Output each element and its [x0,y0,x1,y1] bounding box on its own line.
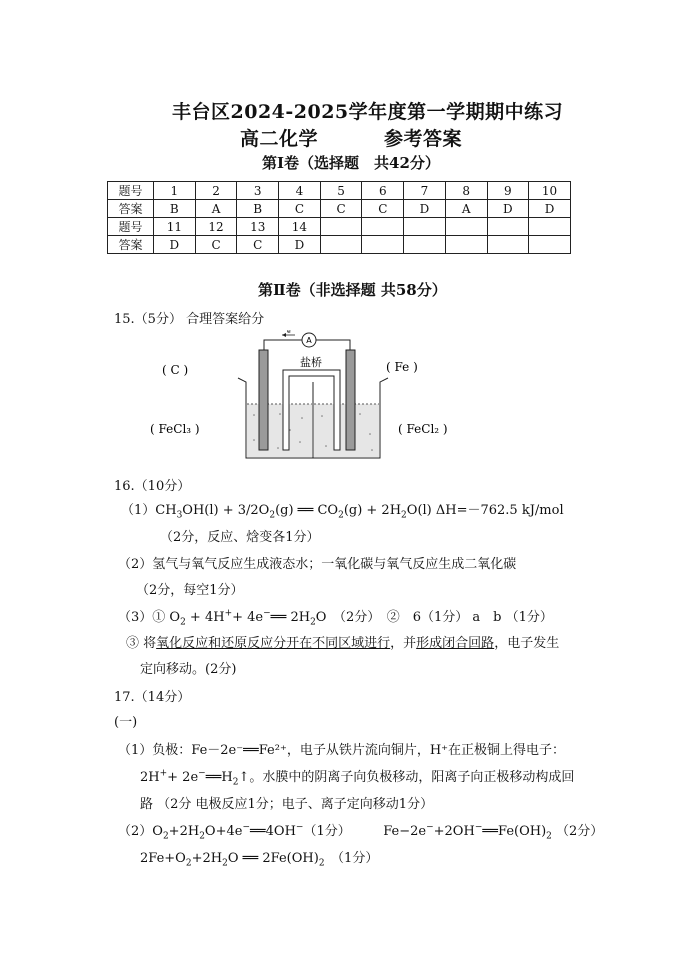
q17-header: 17.（14分） [114,690,191,705]
table-cell [487,236,529,254]
row-label: 题号 [108,182,154,200]
table-cell [529,236,571,254]
answer-table [107,181,571,254]
salt-bridge-label: 盐桥 [300,356,322,369]
table-cell: B [237,200,279,218]
table-cell: D [279,236,321,254]
galvanic-cell-diagram [150,330,470,470]
q16-p3-line3: 定向移动。(2分) [140,662,237,677]
table-row [108,200,571,218]
table-cell: A [195,200,237,218]
row-label: 答案 [108,236,154,254]
table-cell: C [279,200,321,218]
right-electrode-label: ( Fe ) [386,360,418,374]
doc-subtitle-key: 参考答案 [384,128,463,150]
table-cell [320,236,362,254]
table-cell [362,218,404,236]
q16-p2-score: （2分，每空1分） [136,583,244,598]
q15-header: 15.（5分） 合理答案给分 [114,312,265,327]
table-cell: C [237,236,279,254]
table-cell: 2 [195,182,237,200]
table-cell: 6 [362,182,404,200]
right-electrode-icon [346,350,355,450]
table-cell: 1 [154,182,196,200]
table-cell: 13 [237,218,279,236]
q17-p2-line1: $(2)O_2+2H_2O+4e^-══4OH^-(1$分） $Fe-2e^-+2OH^-══Fe(OH)_2$ （2分） [118,822,604,842]
q16-header: 16.（10分） [114,479,191,494]
table-cell [445,236,487,254]
table-cell: 14 [279,218,321,236]
q16-p2-text: （2）氢气与氧气反应生成液态水；一氧化碳与氧气反应生成二氧化碳 [118,557,517,572]
table-cell [404,218,446,236]
doc-title: 丰台区2024-2025学年度第一学期期中练习 [172,101,564,123]
left-electrode-label: ( C ) [162,363,189,377]
part1-heading: 第Ⅰ卷（选择题 共42分） [262,154,440,172]
table-cell: 11 [154,218,196,236]
table-row [108,236,571,254]
table-cell: 8 [445,182,487,200]
table-cell [320,218,362,236]
table-cell [404,236,446,254]
table-cell: 5 [320,182,362,200]
table-cell [529,218,571,236]
table-cell: 7 [404,182,446,200]
table-row [108,182,571,200]
q17-p2-line2: $2Fe+O_2+2H_2O$ ══ $2Fe(OH)_2$ （1分） [140,851,379,869]
table-cell: D [487,200,529,218]
table-cell: D [404,200,446,218]
table-cell: C [195,236,237,254]
svg-text:e⁻: e⁻ [287,330,294,335]
part2-heading: 第Ⅱ卷（非选择题 共58分） [258,281,447,299]
table-row [108,218,571,236]
left-solution-label: ( FeCl₃ ) [150,422,200,436]
row-label: 答案 [108,200,154,218]
left-electrode-icon [259,350,268,450]
doc-subtitle-subject: 高二化学 [240,128,319,150]
table-cell: 4 [279,182,321,200]
row-label: 题号 [108,218,154,236]
table-cell: 3 [237,182,279,200]
q16-p3-line1: （3）① $O_2 + 4H^++$ 4e−══ $2H_2O$ （2分） ② 6（1分） a b （1分） [118,608,553,628]
table-cell: B [154,200,196,218]
q17-p1-line1: （1）负极：Fe－2e⁻══Fe²⁺，电子从铁片流向铜片，H⁺在正极铜上得电子： [118,743,566,758]
q17-section: (一) [114,715,138,730]
table-cell: 9 [487,182,529,200]
right-solution-label: ( FeCl₂ ) [398,422,448,436]
table-cell: D [529,200,571,218]
ammeter-label: A [306,336,312,345]
q16-p1-score: （2分，反应、焓变各1分） [160,530,320,545]
table-cell: A [445,200,487,218]
table-cell [487,218,529,236]
q16-p1-equation: $(1)CH_3OH(l) + 3/2O_2(g)$ ══ $CO_2(g) + 2H_2O(l)$ ΔH=－762.5 kJ/mol [121,503,564,521]
q16-p3-line2: ③ 将氧化反应和还原反应分开在不同区域进行，并形成闭合回路，电子发生 [126,636,560,651]
q17-p1-line3: 路 （2分 电极反应1分；电子、离子定向移动1分） [140,797,434,812]
table-cell: 12 [195,218,237,236]
table-cell [362,236,404,254]
table-cell: C [320,200,362,218]
table-cell: D [154,236,196,254]
table-cell: 10 [529,182,571,200]
table-cell [445,218,487,236]
table-cell: C [362,200,404,218]
q17-p1-line2: $2H^++ 2e^-══H_2↑$。水膜中的阴离子向负极移动，阳离子向正极移动构成回 [140,768,575,788]
